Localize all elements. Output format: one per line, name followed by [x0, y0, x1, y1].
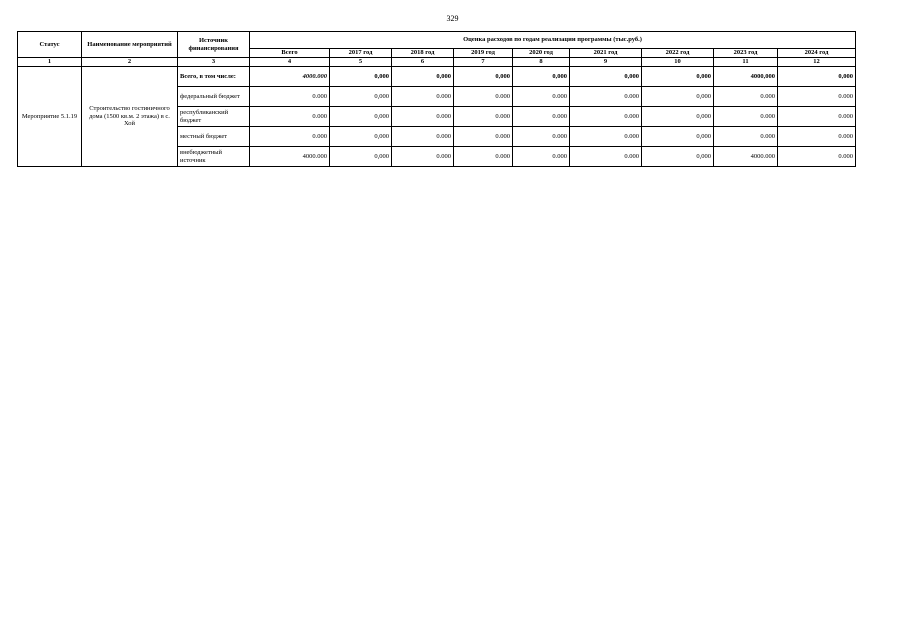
value-cell: 0.000 — [454, 87, 513, 107]
header-year-2024: 2024 год — [778, 49, 856, 58]
value-cell: 0,000 — [454, 67, 513, 87]
header-year-2023: 2023 год — [714, 49, 778, 58]
value-cell: 0,000 — [778, 67, 856, 87]
header-year-2019: 2019 год — [454, 49, 513, 58]
column-number: 2 — [82, 58, 178, 67]
value-cell: 0,000 — [642, 87, 714, 107]
value-cell: 0,000 — [642, 67, 714, 87]
value-cell: 0,000 — [642, 107, 714, 127]
value-cell: 0,000 — [330, 107, 392, 127]
header-source: Источник финансирования — [178, 32, 250, 58]
value-cell: 0.000 — [570, 87, 642, 107]
value-cell: 0.000 — [392, 87, 454, 107]
value-cell: 0.000 — [714, 107, 778, 127]
value-cell: 0,000 — [392, 67, 454, 87]
value-cell: 0,000 — [330, 67, 392, 87]
value-cell: 0.000 — [250, 87, 330, 107]
value-cell: 0,000 — [642, 127, 714, 147]
header-year-2021: 2021 год — [570, 49, 642, 58]
activity-name: Строительство гостиничного дома (1500 кв.м. 2 этажа) в с. Хой — [82, 67, 178, 167]
header-year-total: Всего — [250, 49, 330, 58]
header-year-2017: 2017 год — [330, 49, 392, 58]
value-cell: 0.000 — [454, 127, 513, 147]
value-cell: 0.000 — [714, 127, 778, 147]
column-number: 11 — [714, 58, 778, 67]
funding-source: местный бюджет — [178, 127, 250, 147]
column-number: 12 — [778, 58, 856, 67]
value-cell: 0.000 — [250, 127, 330, 147]
value-cell: 0,000 — [642, 147, 714, 167]
activity-status: Мероприятие 5.1.19 — [18, 67, 82, 167]
column-number: 8 — [513, 58, 570, 67]
value-cell: 0.000 — [778, 147, 856, 167]
value-cell: 0.000 — [778, 107, 856, 127]
header-estimate: Оценка расходов по годам реализации программы (тыс.руб.) — [250, 32, 856, 49]
column-number: 1 — [18, 58, 82, 67]
value-cell: 0,000 — [330, 147, 392, 167]
value-cell: 0.000 — [513, 147, 570, 167]
value-cell: 4000.000 — [250, 147, 330, 167]
value-cell: 0.000 — [392, 147, 454, 167]
column-number: 4 — [250, 58, 330, 67]
value-cell: 0.000 — [454, 147, 513, 167]
value-cell: 0,000 — [330, 127, 392, 147]
value-cell: 0.000 — [250, 107, 330, 127]
header-year-2022: 2022 год — [642, 49, 714, 58]
value-cell: 4000.000 — [250, 67, 330, 87]
value-cell: 0.000 — [513, 107, 570, 127]
value-cell: 0.000 — [513, 127, 570, 147]
value-cell: 0.000 — [570, 127, 642, 147]
value-cell: 0,000 — [330, 87, 392, 107]
funding-source: внебюджетный источник — [178, 147, 250, 167]
value-cell: 0.000 — [392, 107, 454, 127]
value-cell: 0.000 — [454, 107, 513, 127]
column-number: 3 — [178, 58, 250, 67]
header-year-2018: 2018 год — [392, 49, 454, 58]
page-number: 329 — [446, 14, 459, 23]
value-cell: 4000.000 — [714, 147, 778, 167]
value-cell: 0.000 — [714, 87, 778, 107]
column-number: 7 — [454, 58, 513, 67]
value-cell: 0.000 — [392, 127, 454, 147]
value-cell: 0.000 — [570, 107, 642, 127]
funding-source: федеральный бюджет — [178, 87, 250, 107]
column-number: 9 — [570, 58, 642, 67]
funding-source: Всего, в том числе: — [178, 67, 250, 87]
table-row-total — [18, 67, 856, 87]
funding-source: республиканский бюджет — [178, 107, 250, 127]
value-cell: 0.000 — [513, 87, 570, 107]
value-cell: 0.000 — [570, 147, 642, 167]
value-cell: 0,000 — [513, 67, 570, 87]
header-status: Статус — [18, 32, 82, 58]
value-cell: 0.000 — [778, 127, 856, 147]
column-number: 5 — [330, 58, 392, 67]
header-name: Наименование мероприятий — [82, 32, 178, 58]
value-cell: 0,000 — [570, 67, 642, 87]
budget-table — [17, 31, 856, 167]
value-cell: 0.000 — [778, 87, 856, 107]
column-number: 6 — [392, 58, 454, 67]
column-number: 10 — [642, 58, 714, 67]
column-number-row — [18, 58, 856, 67]
header-year-2020: 2020 год — [513, 49, 570, 58]
value-cell: 4000,000 — [714, 67, 778, 87]
